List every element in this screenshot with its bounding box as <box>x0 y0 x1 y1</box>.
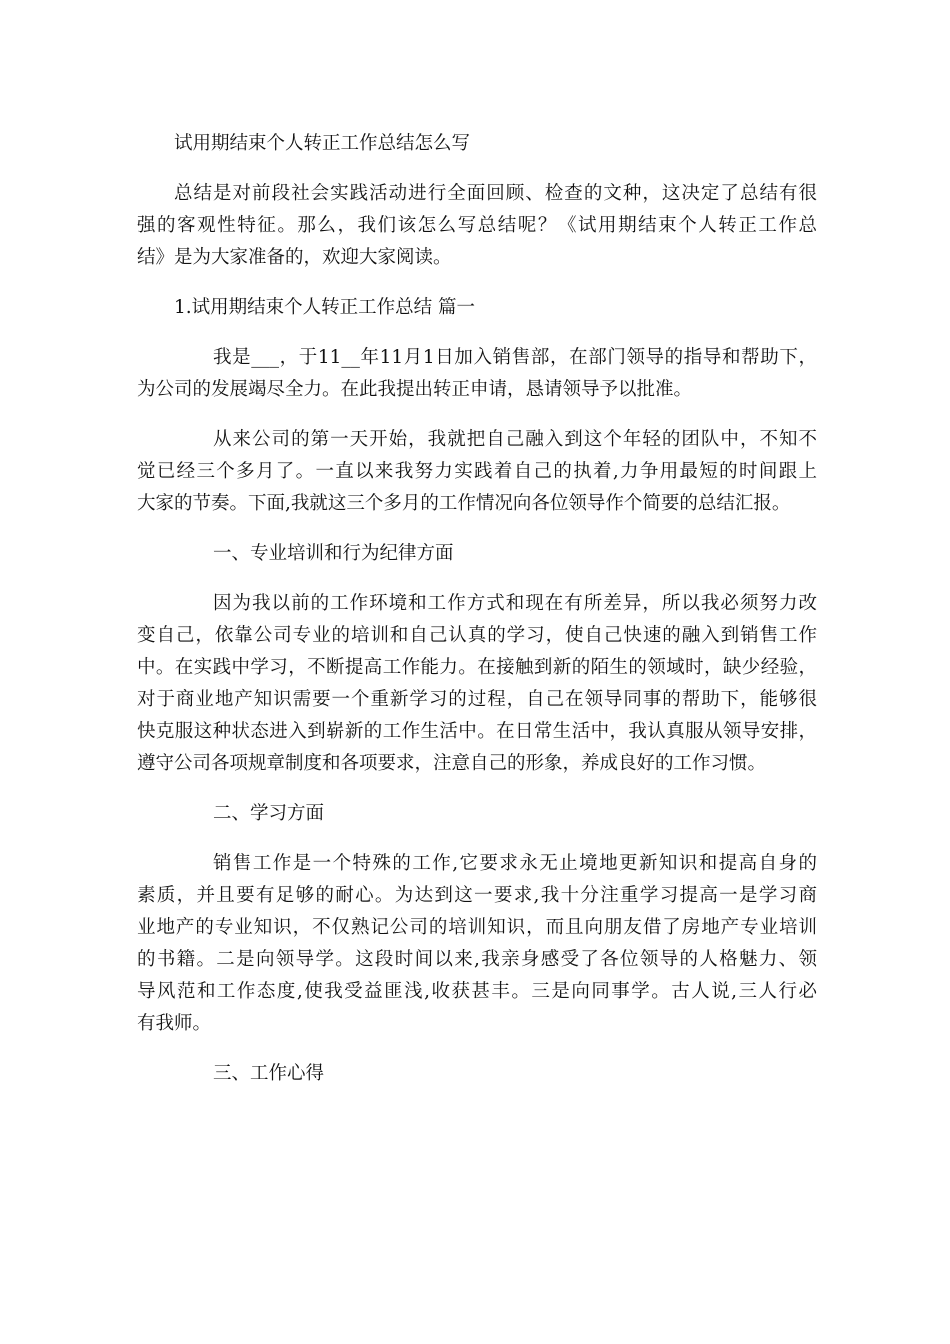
paragraph-line: 导风范和工作态度,使我受益匪浅,收获甚丰。三是向同事学。古人说,三人行必 <box>137 981 817 1002</box>
document-body <box>137 128 817 1090</box>
document-title: 试用期结束个人转正工作总结怎么写 <box>174 133 471 154</box>
intro-paragraph <box>137 178 817 274</box>
paragraph-line: 我是___，于11__年11月1日加入销售部，在部门领导的指导和帮助下， <box>213 347 817 368</box>
paragraph-2 <box>137 424 817 520</box>
paragraph-line: 业地产的专业知识，不仅熟记公司的培训知识，而且向朋友借了房地产专业培训 <box>137 917 817 938</box>
paragraph-line: 素质，并且要有足够的耐心。为达到这一要求,我十分注重学习提高一是学习商 <box>137 885 817 906</box>
paragraph-line: 对于商业地产知识需要一个重新学习的过程，自己在领导同事的帮助下，能够很 <box>137 689 817 710</box>
paragraph-line: 为公司的发展竭尽全力。在此我提出转正申请，恳请领导予以批准。 <box>137 379 693 400</box>
section-heading-1: 1.试用期结束个人转正工作总结 篇一 <box>174 297 476 318</box>
paragraph-line: 销售工作是一个特殊的工作,它要求永无止境地更新知识和提高自身的 <box>213 853 817 874</box>
paragraph-3 <box>137 588 817 780</box>
paragraph-line: 中。在实践中学习，不断提高工作能力。在接触到新的陌生的领域时，缺少经验， <box>137 657 817 678</box>
paragraph-line: 有我师。 <box>137 1013 212 1034</box>
paragraph-1 <box>137 342 817 406</box>
subheading-training: 一、专业培训和行为纪律方面 <box>213 543 454 564</box>
paragraph-line: 觉已经三个多月了。一直以来我努力实践着自己的执着,力争用最短的时间跟上 <box>137 461 817 482</box>
intro-line: 结》是为大家准备的，欢迎大家阅读。 <box>137 247 452 268</box>
paragraph-line: 快克服这种状态进入到崭新的工作生活中。在日常生活中，我认真服从领导安排， <box>137 721 817 742</box>
intro-line: 总结是对前段社会实践活动进行全面回顾、检查的文种，这决定了总结有很 <box>174 183 817 204</box>
paragraph-line: 因为我以前的工作环境和工作方式和现在有所差异，所以我必须努力改 <box>213 593 817 614</box>
paragraph-4 <box>137 848 817 1040</box>
paragraph-line: 的书籍。二是向领导学。这段时间以来,我亲身感受了各位领导的人格魅力、领 <box>137 949 817 970</box>
paragraph-line: 变自己，依靠公司专业的培训和自己认真的学习，使自己快速的融入到销售工作 <box>137 625 817 646</box>
paragraph-line: 从来公司的第一天开始，我就把自己融入到这个年轻的团队中，不知不 <box>213 429 817 450</box>
intro-line: 强的客观性特征。那么，我们该怎么写总结呢？《试用期结束个人转正工作总 <box>137 215 817 236</box>
paragraph-line: 大家的节奏。下面,我就这三个多月的工作情况向各位领导作个简要的总结汇报。 <box>137 493 791 514</box>
paragraph-line: 遵守公司各项规章制度和各项要求，注意自己的形象，养成良好的工作习惯。 <box>137 753 767 774</box>
subheading-work-insights: 三、工作心得 <box>213 1063 325 1084</box>
subheading-learning: 二、学习方面 <box>213 803 325 824</box>
